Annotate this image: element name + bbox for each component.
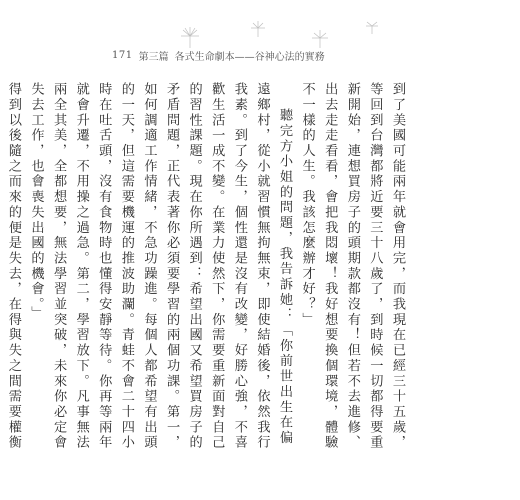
paragraph: 得到以後隨之而來的便是失去，在得與失之間需要權衡 — [5, 82, 21, 451]
vertical-body-text — [0, 82, 408, 452]
chapter-title: 各式生命劇本——谷神心法的實務 — [174, 52, 325, 63]
running-header — [112, 48, 325, 63]
paragraph: 到了美國可能兩年就會用完，而我現在已經三十五歲，等回到台灣都將近要三十八歲了，到時候一切都得要重新開始，連想買房子的頭期款都沒有！但若不去進修、出去走走看看，會把我悶壞！我好想要換個環境，體驗不一樣的人生。我該怎麼辦才好？」 — [299, 82, 405, 451]
page-number: 171 — [112, 50, 133, 61]
chapter-label: 第三篇 — [138, 52, 169, 63]
paragraph: 聽完方小姐的問題，我告訴她：「你前世出生在偏遠鄉村，從小就習慣無拘無束，即使結婚後，依然我行我素。到了今生，個性還是沒有改變，好勝心強，不喜歡生活一成不變。在業力使然下，你需要重新面對自己的習性課題。現在你所遇到：希望出國又希望買房子的矛盾問題，正代表著你必須要學習的兩個功課。第一，如何調適工作情緒，不急功躁進。每個人都希望有出頭的一天，但這需要機運的推波助瀾。青蛙不會二十四小時在吐舌頭，沒有食物時也懂得安靜等待。你再等兩年就會升遷，不用操之過急。第二，學習放下。凡事無法兩全其美，全都想要，無法學習並突破，未來你必定會失去工作，也會喪失出國的機會。」 — [28, 82, 293, 451]
